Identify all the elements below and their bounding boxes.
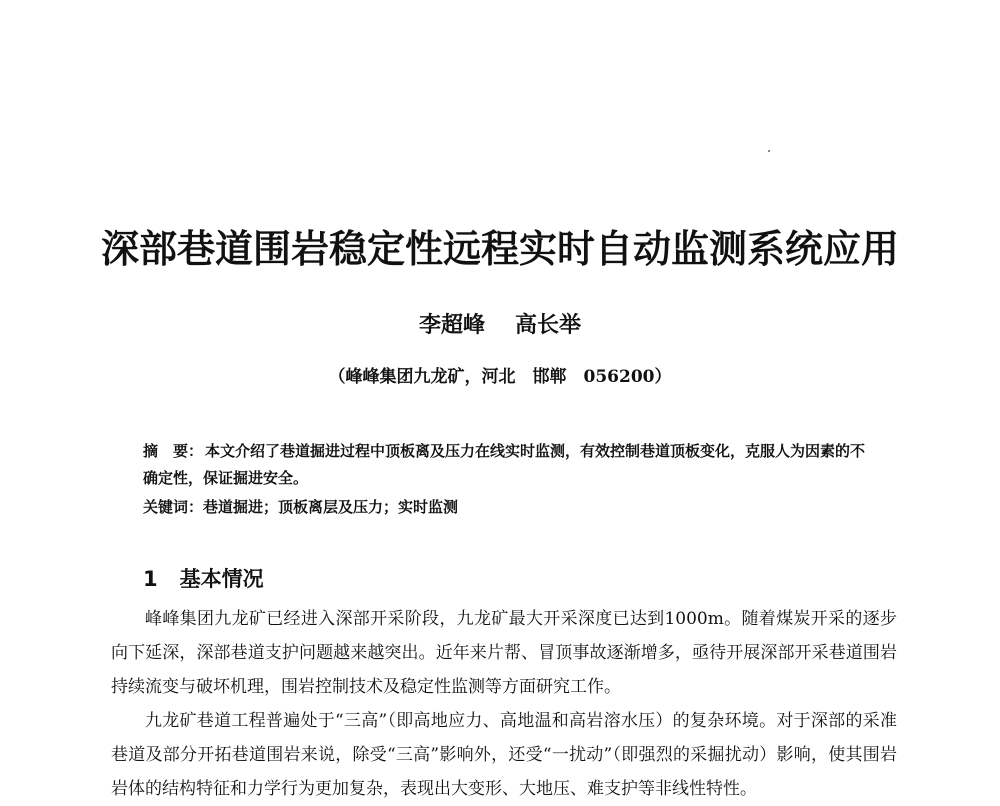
abstract-label: 摘 要： <box>143 442 204 460</box>
abstract-text: 本文介绍了巷道掘进过程中顶板离及压力在线实时监测，有效控制巷道顶板变化，克服人为因素的不确定性，保证掘进安全。 <box>143 442 866 487</box>
keywords-label: 关键词： <box>143 498 204 516</box>
paragraph: 九龙矿巷道工程普遍处于“三高”（即高地应力、高地温和高岩溶水压）的复杂环境。对于深部的采准巷道及部分开拓巷道围岩来说，除受“三高”影响外，还受“一扰动”（即强烈的采掘扰动）影响，使其围岩岩体的结构特征和力学行为更加复杂，表现出大变形、大地压、难支护等非线性特性。 <box>111 711 897 799</box>
section-number: 1 <box>143 567 158 591</box>
affiliation: （峰峰集团九龙矿，河北 邯郸 056200） <box>328 367 672 387</box>
author-list <box>0 308 1000 339</box>
author-name: 高长举 <box>515 312 582 338</box>
paper-title: 深部巷道围岩稳定性远程实时自动监测系统应用 <box>100 226 899 271</box>
keywords-text: 巷道掘进；顶板离层及压力；实时监测 <box>203 498 459 516</box>
abstract <box>143 438 873 492</box>
paragraph: 峰峰集团九龙矿已经进入深部开采阶段，九龙矿最大开采深度已达到1000m。随着煤炭开采的逐步向下延深，深部巷道支护问题越来越突出。近年来片帮、冒顶事故逐渐增多，亟待开展深部开采巷道围岩持续流变与破坏机理，围岩控制技术及稳定性监测等方面研究工作。 <box>111 609 897 697</box>
body-text <box>111 602 897 806</box>
section-title: 基本情况 <box>179 567 264 591</box>
keywords <box>143 494 873 521</box>
section-heading <box>143 563 264 593</box>
author-name: 李超峰 <box>418 312 485 338</box>
scan-artifact <box>768 150 770 152</box>
